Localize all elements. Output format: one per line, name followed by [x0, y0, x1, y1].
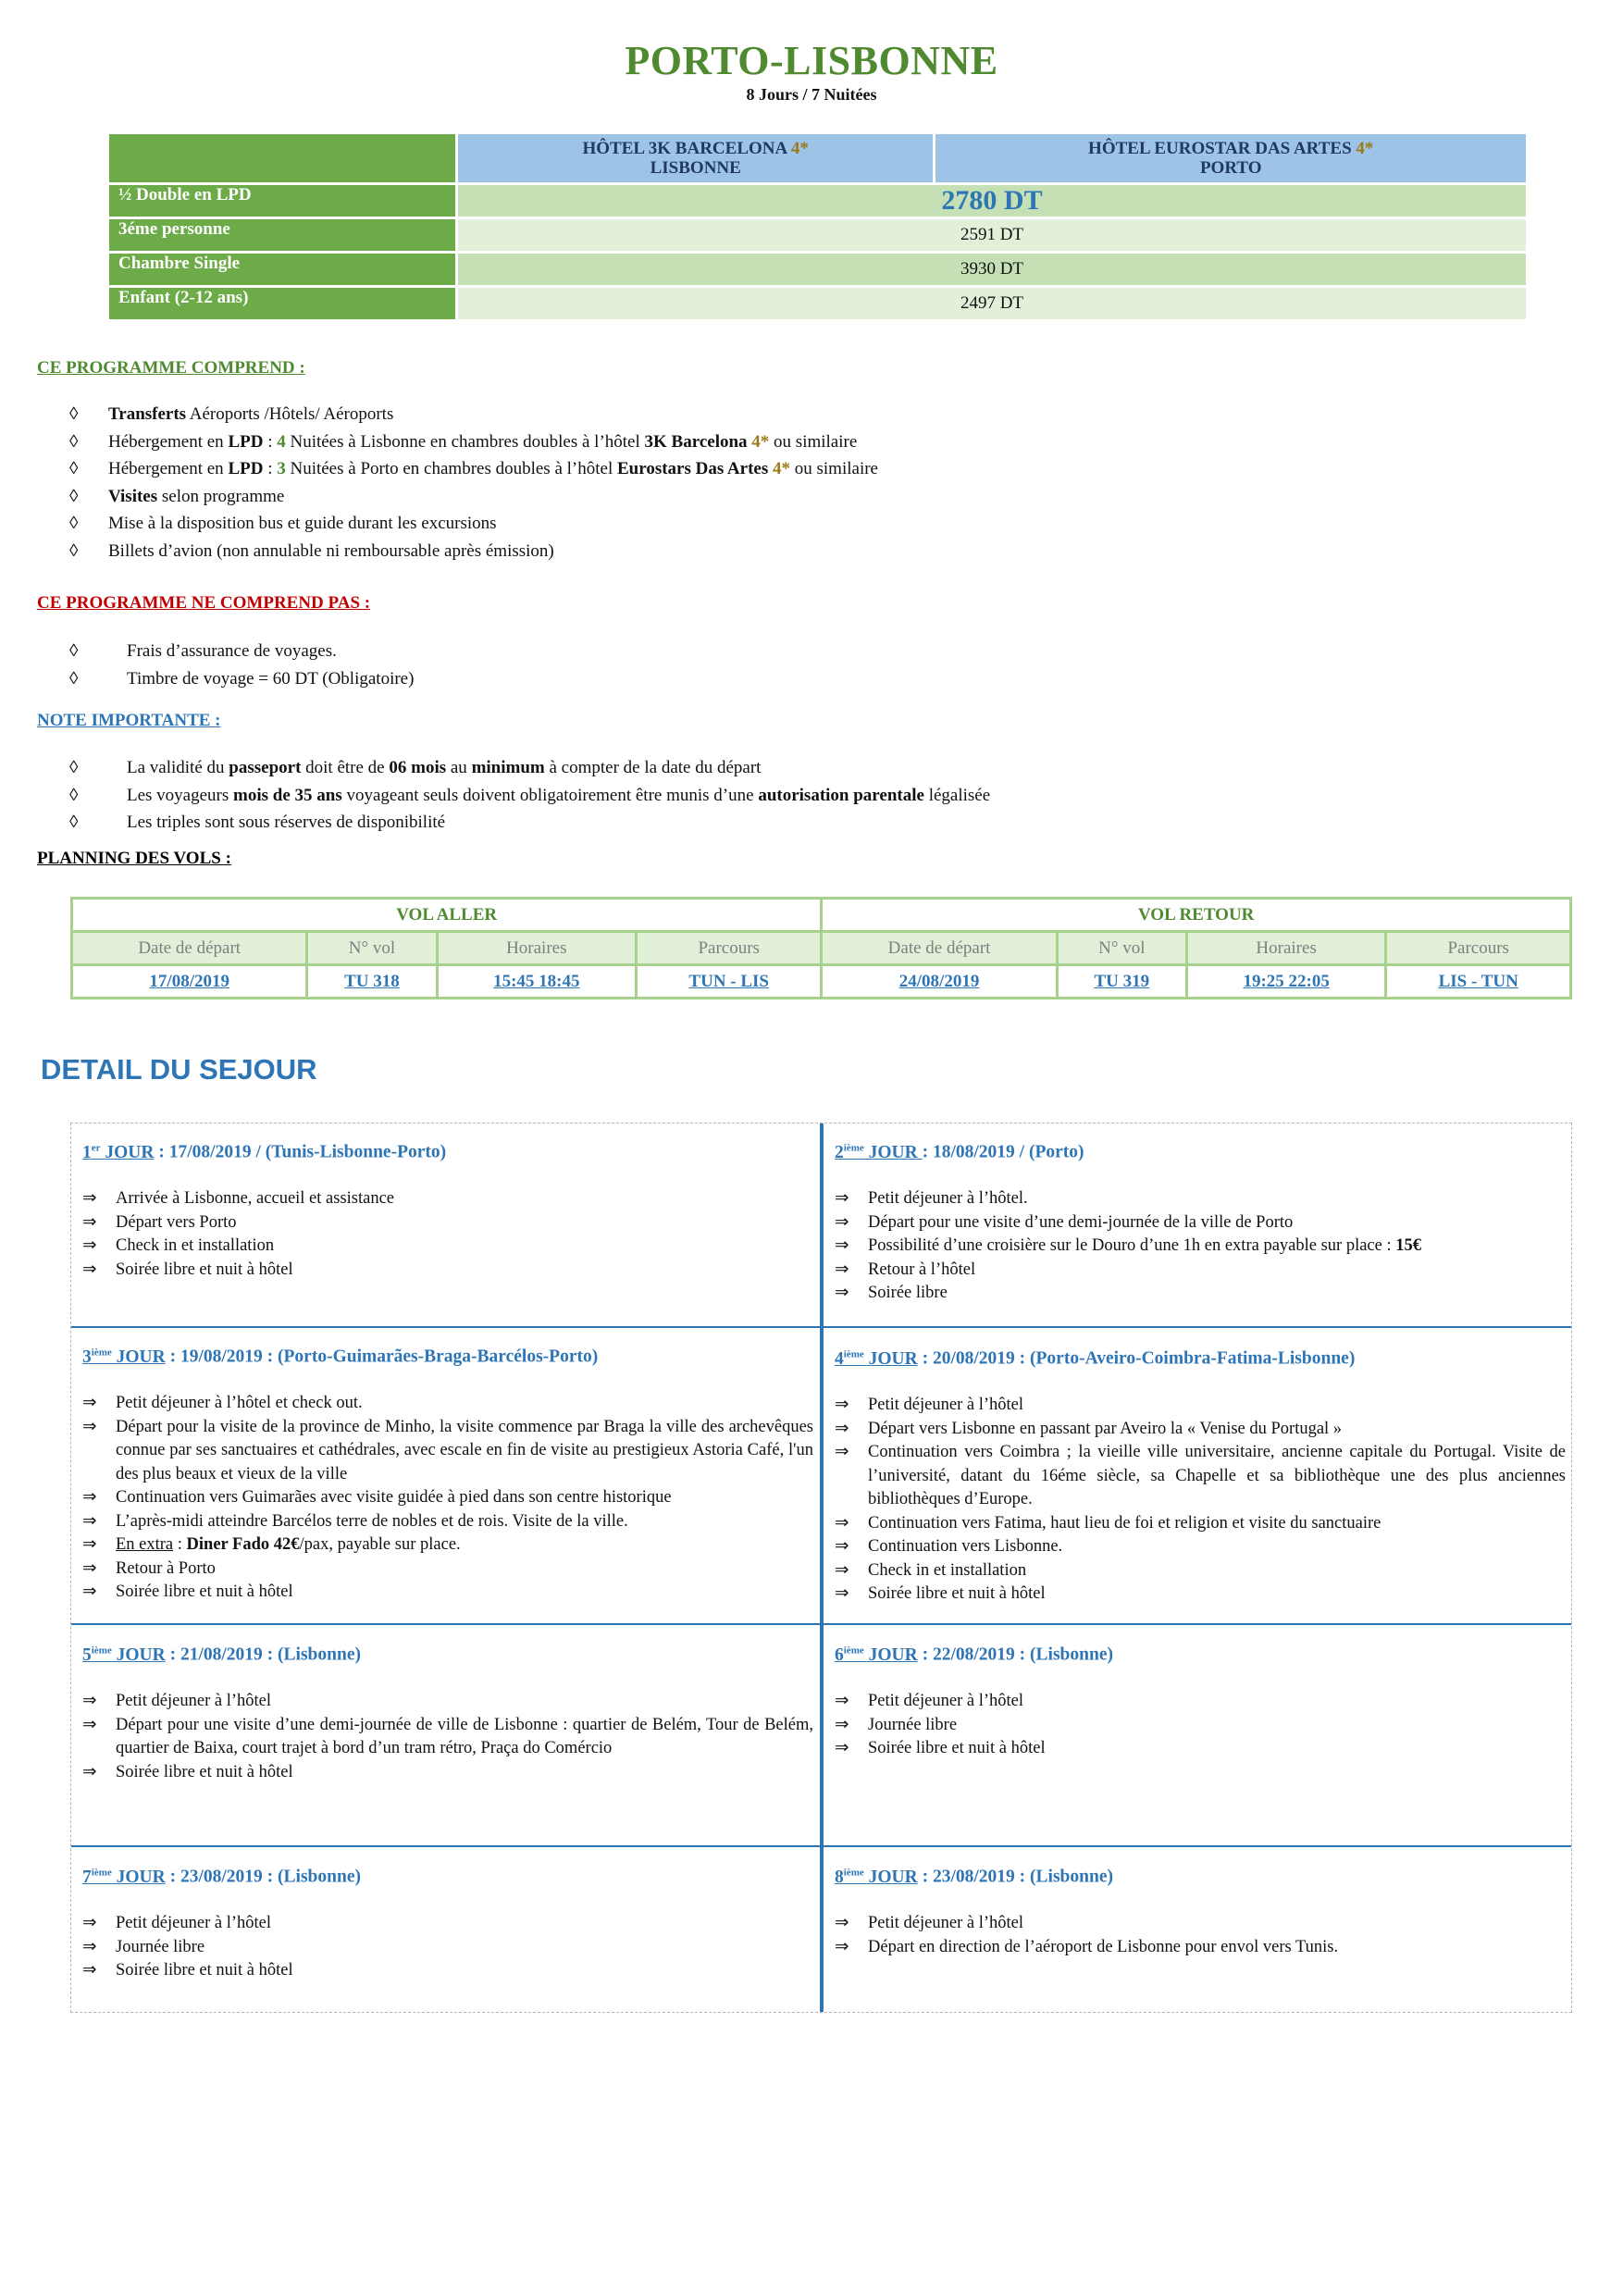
- arrow-right-icon: ⇒: [835, 1937, 849, 1956]
- diamond-bullet-icon: ◊: [69, 758, 79, 777]
- arrow-right-icon: ⇒: [82, 1189, 97, 1208]
- text: Check in et installation: [868, 1560, 1027, 1580]
- day-suffix: er: [91, 1142, 101, 1153]
- day-label: [82, 1645, 166, 1665]
- text: Départ pour une visite d’une demi-journée de ville de Lisbonne : quartier de Belém, Tour de Belém, quartier de Baixa, court trajet à bord d’un tram rétro, Praça do Comércio: [116, 1715, 813, 1757]
- text: /pax, payable sur place.: [299, 1535, 461, 1554]
- list-item: [82, 1510, 813, 1534]
- day-suffix: ième: [843, 1867, 864, 1878]
- bold-text: 3K Barcelona: [644, 431, 748, 452]
- arrow-right-icon: ⇒: [835, 1419, 849, 1438]
- text: :: [263, 431, 278, 452]
- text: Journée libre: [868, 1715, 958, 1734]
- bold-text: 06 mois: [389, 758, 447, 777]
- list-item: [82, 1187, 813, 1211]
- day-heading: [82, 1341, 813, 1369]
- text: Petit déjeuner à l’hôtel: [868, 1692, 1023, 1710]
- text: Arrivée à Lisbonne, accueil et assistance: [116, 1189, 395, 1208]
- price-label: Enfant (2-12 ans): [109, 288, 455, 319]
- list-item: [835, 1282, 1566, 1306]
- day-label: [835, 1349, 918, 1369]
- list-item: [835, 1559, 1566, 1583]
- day-heading: [835, 1861, 1566, 1889]
- list-item: [835, 1259, 1566, 1283]
- text: Soirée libre et nuit à hôtel: [116, 1582, 293, 1601]
- underlined-text: En extra: [116, 1535, 174, 1554]
- list-item: [69, 401, 878, 428]
- text: La validité du: [127, 758, 229, 777]
- day-word: JOUR: [863, 1142, 923, 1162]
- list-item: [835, 1394, 1566, 1418]
- text: Soirée libre et nuit à hôtel: [116, 1260, 293, 1279]
- text: ou similaire: [790, 459, 878, 478]
- text: Petit déjeuner à l’hôtel: [116, 1914, 271, 1932]
- day-label: [82, 1347, 166, 1367]
- price-label: ½ Double en LPD: [109, 185, 455, 217]
- day-word: JOUR: [100, 1142, 155, 1162]
- day-label: [835, 1143, 923, 1162]
- day-label: [82, 1868, 166, 1887]
- flights-heading: PLANNING DES VOLS :: [37, 849, 231, 868]
- aller-schedule: 15:45 18:45: [437, 965, 637, 999]
- aller-route: TUN - LIS: [637, 965, 822, 999]
- list-item: [835, 1690, 1566, 1714]
- list-item: [835, 1512, 1566, 1536]
- hotel-city: LISBONNE: [650, 158, 741, 178]
- text: Retour à Porto: [116, 1558, 216, 1578]
- column-header: N° vol: [1057, 932, 1186, 965]
- detail-title: DETAIL DU SEJOUR: [41, 1053, 317, 1086]
- arrow-right-icon: ⇒: [835, 1236, 849, 1255]
- day-items: [835, 1394, 1566, 1607]
- day-4: [835, 1343, 1566, 1607]
- day-heading: [82, 1861, 813, 1889]
- list-item: [82, 1912, 813, 1936]
- retour-schedule: 19:25 22:05: [1186, 965, 1386, 999]
- arrow-right-icon: ⇒: [835, 1443, 849, 1461]
- diamond-bullet-icon: ◊: [69, 459, 79, 478]
- column-header: Horaires: [437, 932, 637, 965]
- text: Petit déjeuner à l’hôtel: [868, 1914, 1023, 1932]
- notes-heading: NOTE IMPORTANTE :: [37, 711, 221, 730]
- bold-text: LPD: [228, 431, 264, 452]
- day-date: : 22/08/2019 : (Lisbonne): [917, 1644, 1113, 1665]
- diamond-bullet-icon: ◊: [69, 404, 79, 424]
- diamond-bullet-icon: ◊: [69, 486, 79, 506]
- arrow-right-icon: ⇒: [82, 1511, 97, 1531]
- hotel-stars: 4*: [1356, 139, 1374, 158]
- price-value: 2591 DT: [458, 219, 1526, 251]
- hotel-stars: 4*: [768, 459, 790, 478]
- arrow-right-icon: ⇒: [82, 1914, 97, 1932]
- text: Petit déjeuner à l’hôtel.: [868, 1189, 1028, 1208]
- day-number: 4: [835, 1348, 844, 1369]
- bold-text: Transferts: [108, 404, 187, 424]
- text: légalisée: [923, 785, 991, 805]
- text: Petit déjeuner à l’hôtel et check out.: [116, 1394, 363, 1412]
- arrow-right-icon: ⇒: [82, 1212, 97, 1232]
- list-item: [835, 1535, 1566, 1559]
- notes-list: [69, 754, 990, 837]
- day-items: [835, 1690, 1566, 1761]
- day-3: [82, 1341, 813, 1605]
- row-divider: [71, 1845, 1571, 1847]
- arrow-right-icon: ⇒: [82, 1937, 97, 1956]
- text: Soirée libre et nuit à hôtel: [116, 1961, 293, 1980]
- price-table: [106, 131, 1529, 322]
- arrow-right-icon: ⇒: [82, 1417, 97, 1436]
- diamond-bullet-icon: ◊: [69, 540, 79, 561]
- text: Journée libre: [116, 1937, 205, 1956]
- day-label: [82, 1143, 154, 1162]
- column-header: Date de départ: [822, 932, 1057, 965]
- text: Nuitées à Porto en chambres doubles à l’hôtel: [285, 459, 617, 478]
- list-item: [69, 665, 414, 693]
- day-number: 7: [82, 1867, 92, 1887]
- arrow-right-icon: ⇒: [835, 1537, 849, 1556]
- aller-flight-number: TU 318: [307, 965, 437, 999]
- day-items: [82, 1690, 813, 1784]
- day-suffix: ième: [91, 1347, 112, 1358]
- list-item: [82, 1533, 813, 1558]
- list-item: [82, 1392, 813, 1416]
- column-divider: [820, 1123, 824, 2012]
- text: Les voyageurs: [127, 785, 234, 805]
- list-item: [82, 1581, 813, 1605]
- list-item: [69, 809, 990, 837]
- price-value: 2497 DT: [458, 288, 1526, 319]
- includes-heading: CE PROGRAMME COMPREND :: [37, 358, 305, 378]
- diamond-bullet-icon: ◊: [69, 641, 79, 661]
- diamond-bullet-icon: ◊: [69, 813, 79, 832]
- arrow-right-icon: ⇒: [835, 1692, 849, 1710]
- day-heading: [82, 1639, 813, 1667]
- nights-count: 4: [277, 431, 286, 452]
- day-label: [835, 1868, 918, 1887]
- itinerary-grid: [70, 1123, 1572, 2013]
- price-label: 3éme personne: [109, 219, 455, 251]
- text: au: [446, 758, 472, 777]
- price-bold: 15€: [1395, 1236, 1421, 1255]
- list-item: [82, 1416, 813, 1487]
- text: Départ vers Porto: [116, 1212, 237, 1232]
- column-header: N° vol: [307, 932, 437, 965]
- bold-text: Visites: [108, 486, 158, 506]
- day-items: [835, 1912, 1566, 1959]
- list-item: [82, 1235, 813, 1259]
- day-word: JOUR: [863, 1348, 918, 1369]
- day-date: : 18/08/2019 / (Porto): [922, 1142, 1084, 1162]
- text: Billets d’avion (non annulable ni remboursable après émission): [108, 540, 554, 561]
- arrow-right-icon: ⇒: [835, 1560, 849, 1580]
- bold-text: LPD: [228, 459, 264, 478]
- text: Soirée libre et nuit à hôtel: [868, 1739, 1046, 1757]
- text: voyageant seuls doivent obligatoirement être munis d’une: [341, 785, 759, 805]
- text: Retour à l’hôtel: [868, 1260, 976, 1279]
- list-item: [69, 428, 878, 456]
- retour-flight-number: TU 319: [1057, 965, 1186, 999]
- vol-retour-header: VOL RETOUR: [822, 899, 1571, 932]
- day-label: [835, 1645, 918, 1665]
- text: Soirée libre et nuit à hôtel: [868, 1584, 1046, 1603]
- list-item: [835, 1714, 1566, 1738]
- day-items: [82, 1392, 813, 1605]
- day-items: [82, 1187, 813, 1282]
- text: Départ en direction de l’aéroport de Lisbonne pour envol vers Tunis.: [868, 1937, 1339, 1956]
- page-title: PORTO-LISBONNE: [625, 38, 998, 83]
- arrow-right-icon: ⇒: [82, 1762, 97, 1781]
- day-word: JOUR: [863, 1867, 918, 1887]
- arrow-right-icon: ⇒: [82, 1961, 97, 1980]
- column-header: Date de départ: [72, 932, 307, 965]
- price-value: [458, 185, 1526, 217]
- text: Check in et installation: [116, 1236, 275, 1255]
- arrow-right-icon: ⇒: [82, 1236, 97, 1255]
- text: :: [263, 459, 278, 478]
- day-heading: [835, 1343, 1566, 1371]
- arrow-right-icon: ⇒: [82, 1260, 97, 1279]
- retour-date: 24/08/2019: [822, 965, 1057, 999]
- list-item: [82, 1486, 813, 1510]
- arrow-right-icon: ⇒: [835, 1715, 849, 1734]
- text: Départ pour une visite d’une demi-journée de la ville de Porto: [868, 1212, 1294, 1232]
- list-item: [82, 1211, 813, 1235]
- price-value-main: 2780 DT: [941, 185, 1043, 216]
- list-item: [82, 1936, 813, 1960]
- text: Petit déjeuner à l’hôtel: [116, 1692, 271, 1710]
- nights-count: 3: [277, 459, 286, 478]
- list-item: [82, 1259, 813, 1283]
- list-item: [835, 1235, 1566, 1259]
- hotel-stars: 4*: [790, 139, 809, 158]
- diamond-bullet-icon: ◊: [69, 431, 79, 452]
- arrow-right-icon: ⇒: [835, 1212, 849, 1232]
- text: Continuation vers Fatima, haut lieu de foi et religion et visite du sanctuaire: [868, 1513, 1381, 1533]
- arrow-right-icon: ⇒: [82, 1535, 97, 1554]
- day-number: 1: [82, 1142, 92, 1162]
- list-item: [69, 782, 990, 810]
- arrow-right-icon: ⇒: [82, 1692, 97, 1710]
- text: Continuation vers Guimarães avec visite guidée à pied dans son centre historique: [116, 1488, 672, 1507]
- diamond-bullet-icon: ◊: [69, 668, 79, 689]
- list-item: [835, 1582, 1566, 1607]
- aller-date: 17/08/2019: [72, 965, 307, 999]
- text: Soirée libre: [868, 1284, 948, 1302]
- hotel-header-porto: [935, 134, 1526, 182]
- day-date: : 20/08/2019 : (Porto-Aveiro-Coimbra-Fatima-Lisbonne): [917, 1348, 1356, 1369]
- list-item: [835, 1211, 1566, 1235]
- day-word: JOUR: [111, 1347, 166, 1367]
- arrow-right-icon: ⇒: [835, 1513, 849, 1533]
- arrow-right-icon: ⇒: [835, 1396, 849, 1414]
- text: :: [173, 1535, 187, 1554]
- day-date: : 23/08/2019 : (Lisbonne): [165, 1867, 361, 1887]
- text: Aéroports /Hôtels/ Aéroports: [186, 404, 394, 424]
- arrow-right-icon: ⇒: [835, 1189, 849, 1208]
- text: ou similaire: [769, 431, 858, 452]
- day-7: [82, 1861, 813, 1983]
- day-suffix: ième: [843, 1644, 864, 1656]
- day-number: 6: [835, 1644, 844, 1665]
- day-suffix: ième: [843, 1348, 864, 1359]
- text: Hébergement en: [108, 431, 229, 452]
- bold-text: Eurostars Das Artes: [616, 459, 769, 478]
- list-item: [69, 455, 878, 483]
- list-item: [82, 1761, 813, 1785]
- list-item: [69, 510, 878, 538]
- text: Timbre de voyage = 60 DT (Obligatoire): [127, 668, 415, 689]
- hotel-header-lisbonne: [458, 134, 933, 182]
- day-date: : 21/08/2019 : (Lisbonne): [165, 1644, 361, 1665]
- text: L’après-midi atteindre Barcélos terre de nobles et de rois. Visite de la ville.: [116, 1511, 628, 1531]
- bold-text: mois de 35 ans: [233, 785, 342, 805]
- day-date: : 17/08/2019 / (Tunis-Lisbonne-Porto): [154, 1142, 447, 1162]
- day-number: 3: [82, 1347, 92, 1367]
- text: Frais d’assurance de voyages.: [127, 641, 337, 661]
- price-table-corner: [109, 134, 455, 182]
- row-divider: [71, 1326, 1571, 1328]
- day-word: JOUR: [111, 1867, 166, 1887]
- day-number: 5: [82, 1644, 92, 1665]
- list-item: [82, 1558, 813, 1582]
- retour-route: LIS - TUN: [1386, 965, 1571, 999]
- bold-text: Diner Fado 42€: [186, 1535, 300, 1554]
- text: Petit déjeuner à l’hôtel: [868, 1396, 1023, 1414]
- hotel-stars: 4*: [747, 431, 770, 452]
- column-header: Horaires: [1186, 932, 1386, 965]
- arrow-right-icon: ⇒: [82, 1394, 97, 1412]
- diamond-bullet-icon: ◊: [69, 785, 79, 805]
- hotel-name: HÔTEL EUROSTAR DAS ARTES: [1088, 139, 1352, 158]
- text: Mise à la disposition bus et guide durant les excursions: [108, 514, 497, 533]
- day-6: [835, 1639, 1566, 1761]
- includes-list: [69, 401, 878, 565]
- day-date: : 19/08/2019 : (Porto-Guimarães-Braga-Barcélos-Porto): [165, 1347, 599, 1367]
- day-items: [82, 1912, 813, 1983]
- list-item: [69, 483, 878, 511]
- day-suffix: ième: [91, 1867, 112, 1878]
- list-item: [835, 1441, 1566, 1512]
- text: selon programme: [157, 486, 285, 506]
- text: Continuation vers Coimbra ; la vieille ville universitaire, ancienne capitale du Portugal. Visite de l’université, datant du 16éme siècle, sa Chapelle et sa bibliothèque une des plus anciennes bibliothèques d’Europe.: [868, 1443, 1566, 1508]
- day-suffix: ième: [91, 1644, 112, 1656]
- text: Continuation vers Lisbonne.: [868, 1537, 1063, 1556]
- arrow-right-icon: ⇒: [835, 1739, 849, 1757]
- bold-text: minimum: [471, 758, 545, 777]
- flights-table: [70, 897, 1572, 999]
- vol-aller-header: VOL ALLER: [72, 899, 822, 932]
- arrow-right-icon: ⇒: [82, 1582, 97, 1601]
- list-item: [69, 538, 878, 565]
- list-item: [835, 1187, 1566, 1211]
- text: Les triples sont sous réserves de disponibilité: [127, 813, 446, 832]
- day-word: JOUR: [111, 1644, 166, 1665]
- hotel-city: PORTO: [1199, 158, 1262, 178]
- arrow-right-icon: ⇒: [835, 1260, 849, 1279]
- list-item: [69, 754, 990, 782]
- arrow-right-icon: ⇒: [835, 1914, 849, 1932]
- day-2: [835, 1136, 1566, 1306]
- price-value: 3930 DT: [458, 254, 1526, 285]
- day-heading: [82, 1136, 813, 1164]
- text: Départ vers Lisbonne en passant par Aveiro la « Venise du Portugal »: [868, 1419, 1343, 1438]
- text: Nuitées à Lisbonne en chambres doubles à l’hôtel: [285, 431, 645, 452]
- list-item: [835, 1418, 1566, 1442]
- price-label: Chambre Single: [109, 254, 455, 285]
- column-header: Parcours: [1386, 932, 1571, 965]
- arrow-right-icon: ⇒: [82, 1488, 97, 1507]
- arrow-right-icon: ⇒: [835, 1284, 849, 1302]
- list-item: [82, 1714, 813, 1761]
- text: Soirée libre et nuit à hôtel: [116, 1762, 293, 1781]
- day-number: 8: [835, 1867, 844, 1887]
- list-item: [69, 638, 414, 665]
- arrow-right-icon: ⇒: [82, 1715, 97, 1734]
- day-1: [82, 1136, 813, 1282]
- text: Départ pour la visite de la province de Minho, la visite commence par Braga la ville des archevêques connue par ses sanctuaires et cathédrales, avec escale en fin de visite au prestigieux Astoria Café, l'un des plus beaux et vieux de la ville: [116, 1417, 813, 1483]
- arrow-right-icon: ⇒: [82, 1558, 97, 1578]
- bold-text: passeport: [229, 758, 302, 777]
- list-item: [82, 1690, 813, 1714]
- text: Possibilité d’une croisière sur le Douro d’une 1h en extra payable sur place :: [868, 1236, 1396, 1255]
- text: à compter de la date du départ: [544, 758, 762, 777]
- list-item: [82, 1959, 813, 1983]
- text: doit être de: [301, 758, 390, 777]
- page-subtitle: 8 Jours / 7 Nuitées: [746, 85, 877, 104]
- day-8: [835, 1861, 1566, 1959]
- list-item: [835, 1912, 1566, 1936]
- bold-text: autorisation parentale: [758, 785, 924, 805]
- hotel-name: HÔTEL 3K BARCELONA: [582, 139, 787, 158]
- column-header: Parcours: [637, 932, 822, 965]
- text: Hébergement en: [108, 459, 229, 478]
- day-date: : 23/08/2019 : (Lisbonne): [917, 1867, 1113, 1887]
- list-item: [835, 1936, 1566, 1960]
- day-5: [82, 1639, 813, 1784]
- day-heading: [835, 1136, 1566, 1164]
- excludes-heading: CE PROGRAMME NE COMPREND PAS :: [37, 593, 371, 613]
- day-number: 2: [835, 1142, 844, 1162]
- row-divider: [71, 1623, 1571, 1625]
- diamond-bullet-icon: ◊: [69, 514, 79, 533]
- list-item: [835, 1737, 1566, 1761]
- day-items: [835, 1187, 1566, 1306]
- arrow-right-icon: ⇒: [835, 1584, 849, 1603]
- day-suffix: ième: [843, 1142, 864, 1153]
- day-heading: [835, 1639, 1566, 1667]
- day-word: JOUR: [863, 1644, 918, 1665]
- excludes-list: [69, 638, 414, 692]
